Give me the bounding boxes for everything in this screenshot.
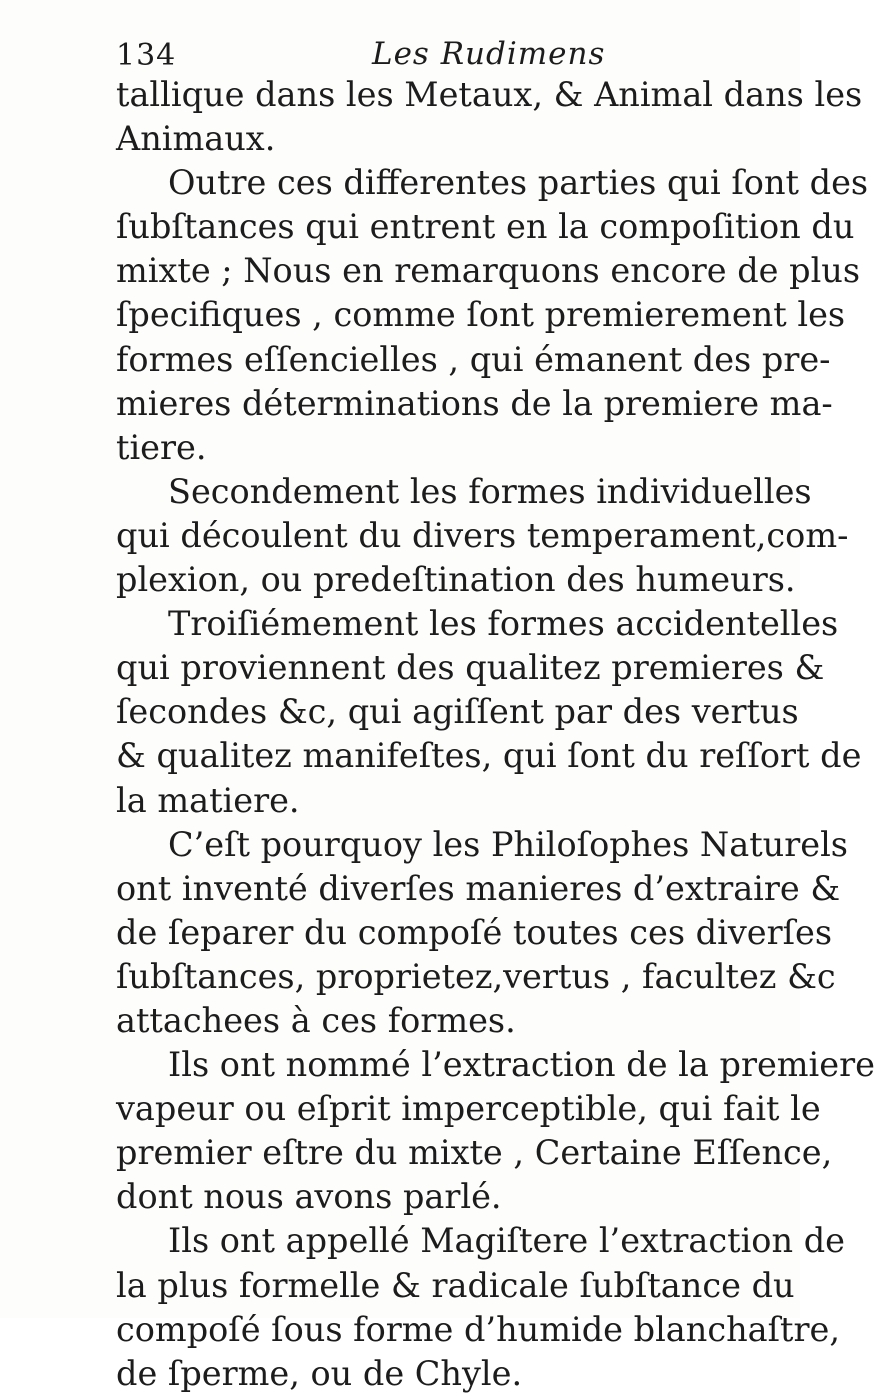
text-line: ſubſtances, proprietez,vertus , facultez &c	[116, 956, 836, 996]
text-line: Ils ont nommé l’extraction de la premiere	[168, 1045, 875, 1085]
text-line: la matiere.	[116, 780, 300, 820]
page-header	[116, 34, 766, 78]
text-line: qui découlent du divers temperament,com-	[116, 515, 849, 555]
text-line: mixte ; Nous en remarquons encore de plus	[116, 251, 861, 291]
text-line: Ils ont appellé Magiſtere l’extraction de	[168, 1221, 845, 1261]
text-line: tiere.	[116, 427, 207, 467]
text-line: premier eſtre du mixte , Certaine Eſſence,	[116, 1133, 833, 1173]
text-line: dont nous avons parlé.	[116, 1177, 502, 1217]
text-line: de ſeparer du compoſé toutes ces diverſes	[116, 912, 833, 952]
text-line: ſubſtances qui entrent en la compoſition du	[116, 207, 855, 247]
page-number: 134	[116, 38, 177, 73]
text-line: la plus formelle & radicale ſubſtance du	[116, 1265, 795, 1305]
text-line: vapeur ou eſprit imperceptible, qui fait le	[116, 1089, 821, 1129]
text-line: C’eſt pourquoy les Philoſophes Naturels	[168, 824, 848, 864]
text-line: Troiſiémement les formes accidentelles	[168, 604, 839, 644]
text-line: compoſé ſous forme d’humide blanchaſtre,	[116, 1309, 840, 1349]
text-line: attachees à ces formes.	[116, 1000, 516, 1040]
text-line: ont inventé diverſes manieres d’extraire &	[116, 868, 841, 908]
text-line: de ſperme, ou de Chyle.	[116, 1353, 523, 1393]
running-title: Les Rudimens	[372, 36, 606, 72]
text-line: Outre ces differentes parties qui ſont des	[168, 163, 869, 203]
text-line: formes eſſencielles , qui émanent des pre-	[116, 339, 831, 379]
text-line: plexion, ou predeſtination des humeurs.	[116, 560, 796, 600]
text-line: qui proviennent des qualitez premieres &	[116, 648, 825, 688]
text-line: mieres déterminations de la premiere ma-	[116, 383, 833, 423]
text-line: Animaux.	[116, 119, 276, 159]
text-line: ſecondes &c, qui agiſſent par des vertus	[116, 692, 799, 732]
text-line: Secondement les formes individuelles	[168, 471, 812, 511]
text-line: tallique dans les Metaux, & Animal dans les	[116, 75, 863, 114]
body-text	[116, 73, 875, 1396]
text-line: & qualitez manifeſtes, qui ſont du reſſort de	[116, 736, 862, 776]
text-line: ſpecifiques , comme ſont premierement les	[116, 295, 846, 335]
